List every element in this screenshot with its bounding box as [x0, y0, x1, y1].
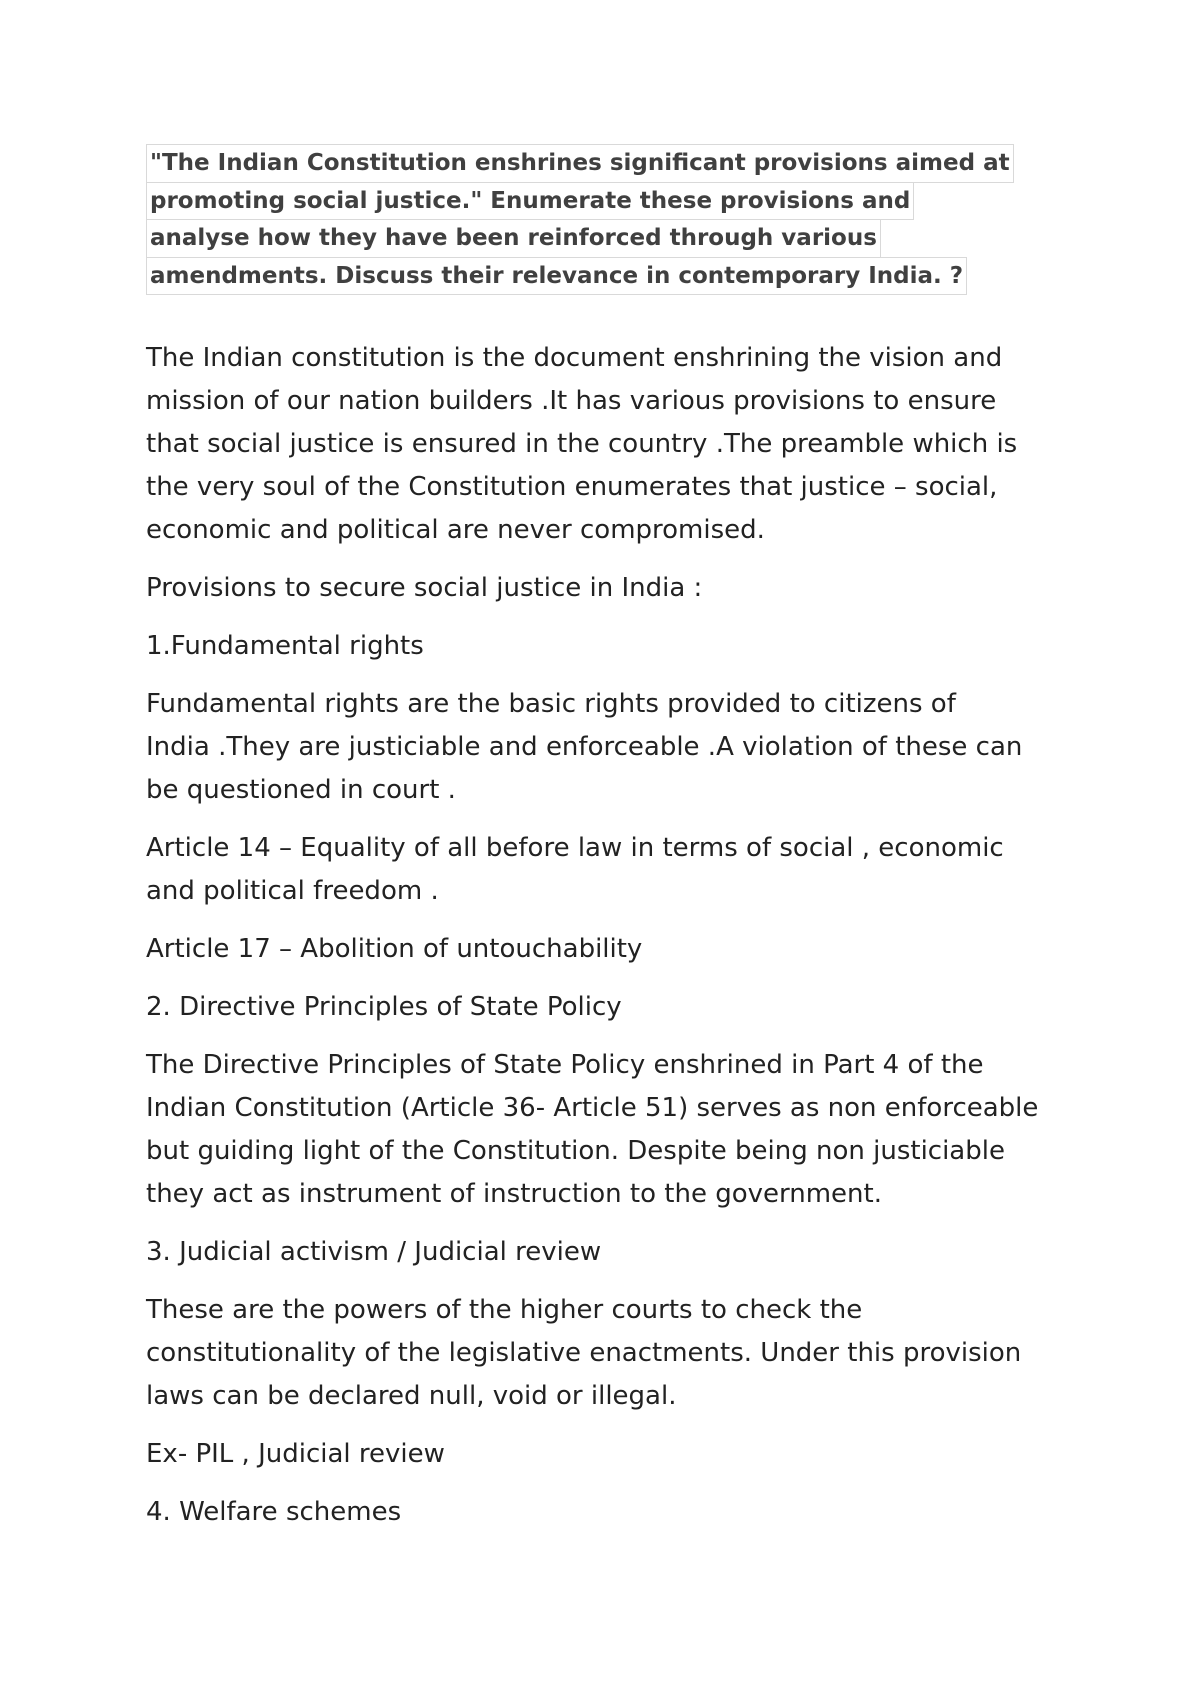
provisions-heading: Provisions to secure social justice in India : [146, 573, 703, 603]
question-line: promoting social justice." Enumerate these provisions and [146, 182, 1066, 220]
fundamental-rights-paragraph: Fundamental rights are the basic rights provided to citizens of India .They are justiciable and enforceable .A violation of these can be questioned in court . [146, 689, 1023, 805]
article-14-paragraph: Article 14 – Equality of all before law in terms of social , economic and political freedom . [146, 833, 1004, 906]
section-heading-judicial: 3. Judicial activism / Judicial review [146, 1237, 602, 1267]
answer-body [146, 337, 1086, 1549]
dpsp-paragraph: The Directive Principles of State Policy enshrined in Part 4 of the Indian Constitution (Article 36- Article 51) serves as non enforceable but guiding light of the Constitution. Despite being non justiciable they act as instrument of instruction to the government. [146, 1050, 1039, 1209]
section-heading-dpsp: 2. Directive Principles of State Policy [146, 992, 622, 1022]
question-box [146, 144, 1066, 294]
question-line: amendments. Discuss their relevance in contemporary India. ? [146, 257, 1066, 295]
intro-paragraph: The Indian constitution is the document enshrining the vision and mission of our nation builders .It has various provisions to ensure that social justice is ensured in the country .The preamble which is the very soul of the Constitution enumerates that justice – social, economic and political are never compromised. [146, 343, 1018, 545]
example-paragraph: Ex- PIL , Judicial review [146, 1439, 445, 1469]
article-17-paragraph: Article 17 – Abolition of untouchability [146, 934, 643, 964]
question-line: analyse how they have been reinforced through various [146, 219, 1066, 257]
question-line: "The Indian Constitution enshrines significant provisions aimed at [146, 144, 1066, 182]
section-heading-fundamental-rights: 1.Fundamental rights [146, 631, 424, 661]
judicial-paragraph: These are the powers of the higher courts to check the constitutionality of the legislative enactments. Under this provision laws can be declared null, void or illegal. [146, 1295, 1022, 1411]
section-heading-welfare: 4. Welfare schemes [146, 1497, 402, 1527]
